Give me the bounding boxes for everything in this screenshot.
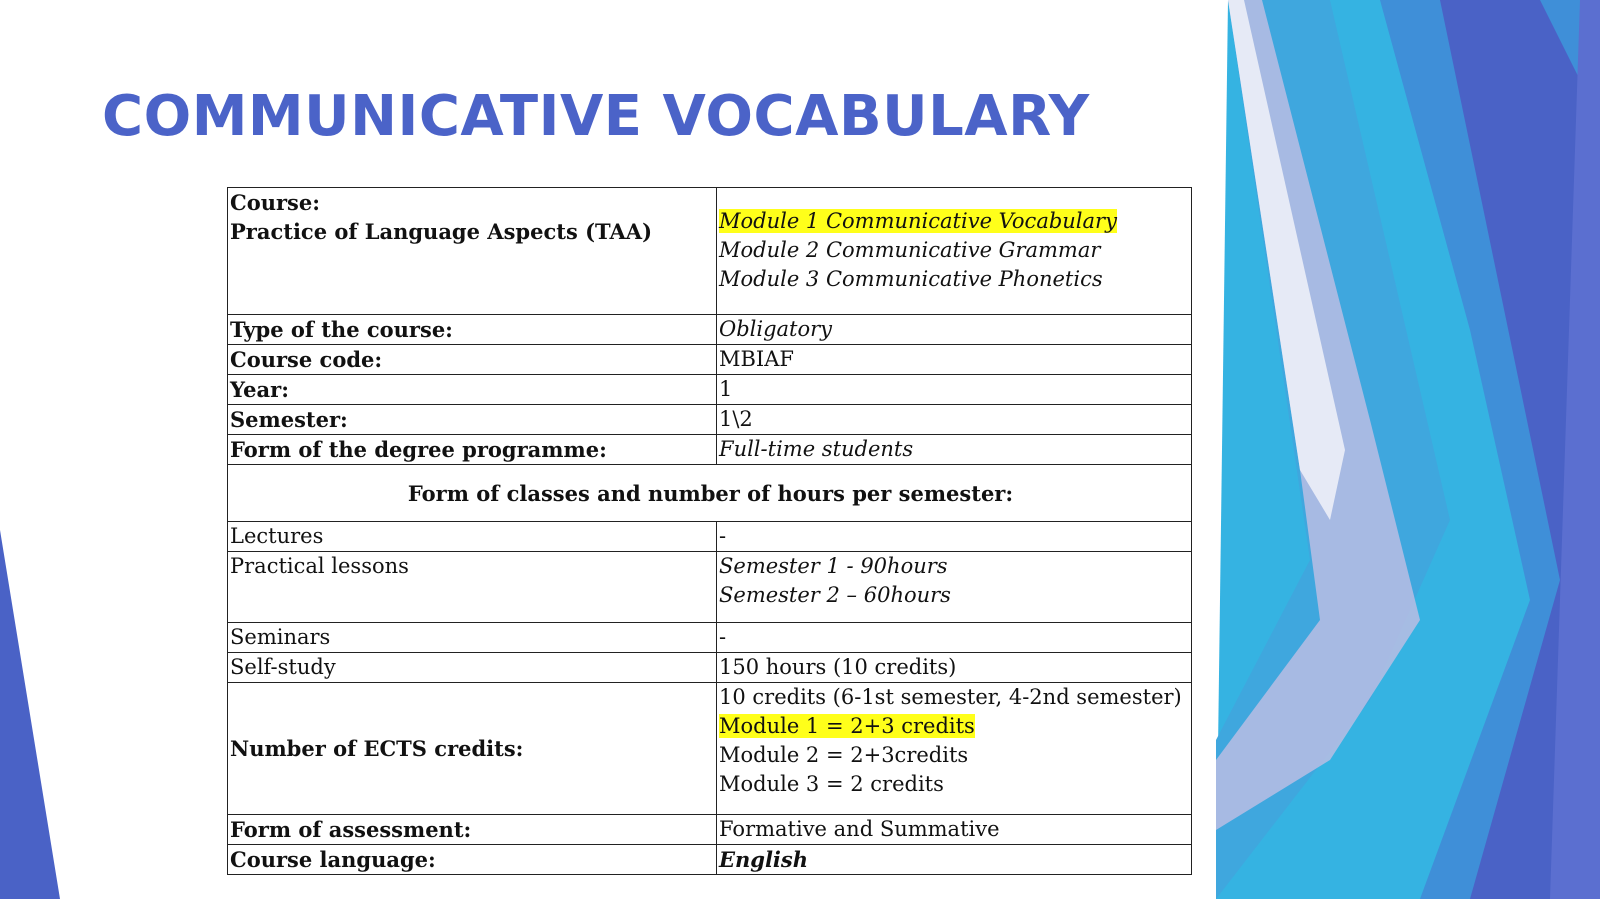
table-row-form [228,435,1192,465]
code-label: Course code: [228,345,717,375]
table-row-self-study [228,653,1192,683]
table-row-semester [228,405,1192,435]
table-row-year [228,375,1192,405]
course-name: Practice of Language Aspects (TAA) [230,219,653,244]
table-row-course [228,188,1192,315]
practical-semester-2: Semester 2 – 60hours [719,583,951,607]
language-value: English [717,845,1192,875]
lectures-label: Lectures [228,522,717,552]
slide-title: COMMUNICATIVE VOCABULARY [102,84,1090,149]
self-study-value: 150 hours (10 credits) [717,653,1192,683]
assessment-label: Form of assessment: [228,815,717,845]
ects-module-1-highlighted: Module 1 = 2+3 credits [719,714,975,738]
form-label: Form of the degree programme: [228,435,717,465]
table-row-practical [228,552,1192,623]
course-info-table [227,187,1192,875]
ects-total: 10 credits (6-1st semester, 4-2nd semester) [719,685,1182,709]
lectures-value: - [717,522,1192,552]
year-label: Year: [228,375,717,405]
type-value: Obligatory [717,315,1192,345]
course-label: Course: [230,190,320,215]
table-row-ects [228,683,1192,815]
table-row-seminars [228,623,1192,653]
self-study-label: Self-study [228,653,717,683]
table-row-section-header [228,465,1192,522]
table-row-code [228,345,1192,375]
semester-label: Semester: [228,405,717,435]
practical-values-cell [717,552,1192,623]
practical-semester-1: Semester 1 - 90hours [719,554,948,578]
year-value: 1 [717,375,1192,405]
table-row-type [228,315,1192,345]
code-value: MBIAF [717,345,1192,375]
course-modules-cell [717,188,1192,315]
seminars-label: Seminars [228,623,717,653]
module-2: Module 2 Communicative Grammar [719,238,1101,262]
assessment-value: Formative and Summative [717,815,1192,845]
semester-value: 1\2 [717,405,1192,435]
language-label: Course language: [228,845,717,875]
form-value: Full-time students [717,435,1192,465]
table-row-language [228,845,1192,875]
module-1-highlighted: Module 1 Communicative Vocabulary [719,209,1117,233]
practical-label: Practical lessons [228,552,717,623]
section-header: Form of classes and number of hours per semester: [228,465,1192,522]
ects-module-3: Module 3 = 2 credits [719,772,944,796]
module-3: Module 3 Communicative Phonetics [719,267,1103,291]
type-label: Type of the course: [228,315,717,345]
table-row-assessment [228,815,1192,845]
table-row-lectures [228,522,1192,552]
ects-values-cell [717,683,1192,815]
course-label-cell [228,188,717,315]
seminars-value: - [717,623,1192,653]
ects-label: Number of ECTS credits: [228,683,717,815]
left-wedge-shape [0,530,60,899]
ects-module-2: Module 2 = 2+3credits [719,743,969,767]
